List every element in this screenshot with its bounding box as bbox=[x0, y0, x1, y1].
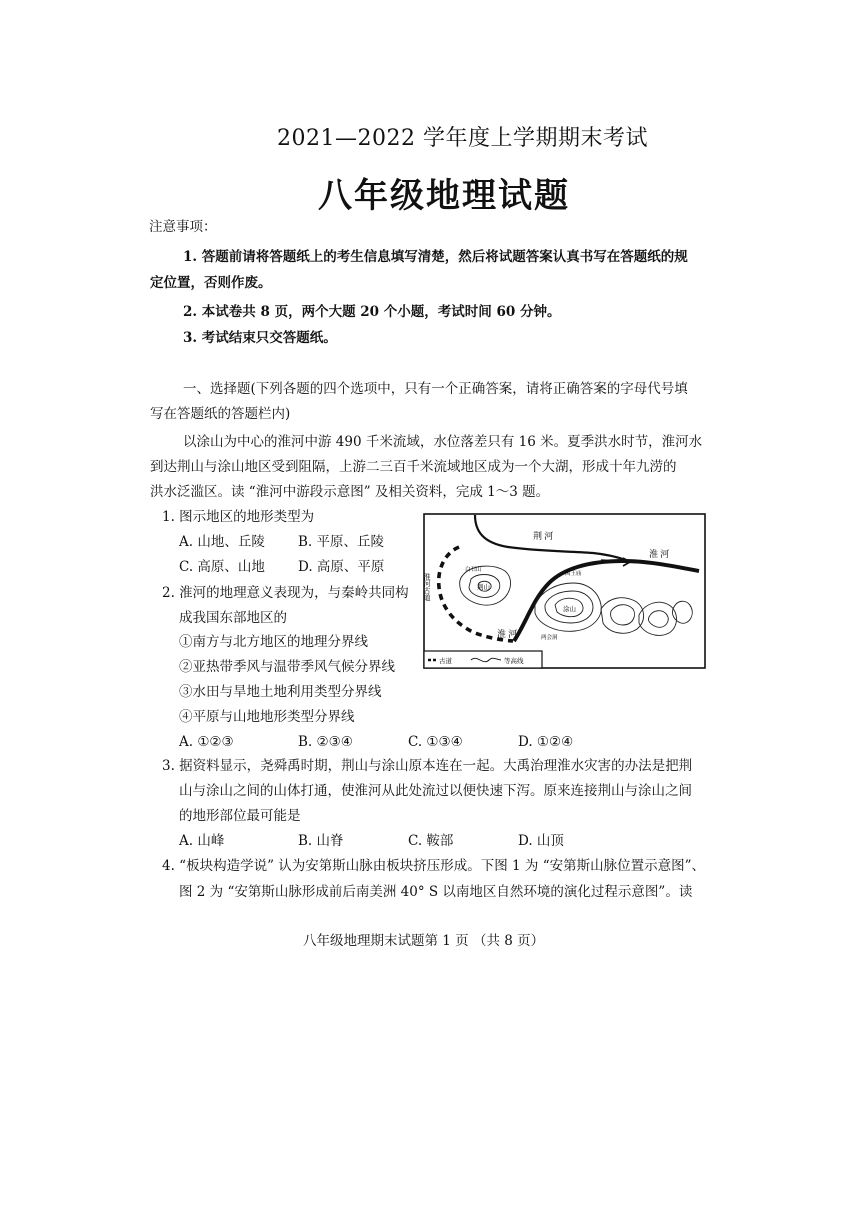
q2-option-d: D. ①②④ bbox=[518, 734, 574, 750]
section-1-heading-line-2: 写在答题纸的答题栏内) bbox=[150, 406, 291, 422]
q2-statement-4: ④平原与山地地形类型分界线 bbox=[179, 709, 355, 725]
notes-heading: 注意事项： bbox=[149, 219, 217, 235]
q3-option-a: A. 山峰 bbox=[179, 833, 225, 849]
section-1-heading-line-1: 一、选择题(下列各题的四个选项中，只有一个正确答案，请将正确答案的字母代号填 bbox=[183, 381, 688, 397]
q4-line-2: 图 2 为 “安第斯山脉形成前后南美洲 40° S 以南地区自然环境的演化过程示意图”。读 bbox=[179, 884, 693, 900]
q3-option-d: D. 山顶 bbox=[518, 833, 564, 849]
passage-line-1: 以涂山为中心的淮河中游 490 千米流域，水位落差只有 16 米。夏季洪水时节，淮河水 bbox=[183, 434, 703, 450]
map-label-huaihe-east: 淮 河 bbox=[649, 549, 670, 559]
map-label-jingshan: 荆山 bbox=[477, 584, 490, 591]
map-label-old-channel: 淮河古道 bbox=[423, 573, 431, 601]
q2-statement-3: ③水田与旱地土地利用类型分界线 bbox=[179, 684, 382, 700]
q2-statement-2: ②亚热带季风与温带季风气候分界线 bbox=[179, 659, 395, 675]
q1-option-c: C. 高原、山地 bbox=[179, 559, 265, 575]
page-footer: 八年级地理期末试题第 1 页 （共 8 页） bbox=[303, 933, 545, 949]
q3-option-b: B. 山脊 bbox=[298, 833, 344, 849]
exam-title: 八年级地理试题 bbox=[318, 176, 570, 216]
q2-option-c: C. ①③④ bbox=[408, 734, 463, 750]
note-3: 3. 考试结束只交答题纸。 bbox=[183, 330, 337, 346]
q1-stem: 1. 图示地区的地形类型为 bbox=[162, 509, 315, 525]
map-label-baishi: 白石山 bbox=[465, 567, 482, 573]
q3-option-c: C. 鞍部 bbox=[408, 833, 454, 849]
q2-statement-1: ①南方与北方地区的地理分界线 bbox=[179, 634, 368, 650]
q1-option-d: D. 高原、平原 bbox=[298, 559, 385, 575]
exam-term-heading: 2021—2022 学年度上学期期末考试 bbox=[277, 126, 648, 151]
q3-line-1: 3. 据资料显示，尧舜禹时期，荆山与涂山原本连在一起。大禹治理淮水灾害的办法是把荆 bbox=[162, 758, 693, 774]
q2-stem-line-2: 成我国东部地区的 bbox=[179, 610, 287, 626]
q3-line-2: 山与涂山之间的山体打通，使淮河从此处流过以便快速下泻。原来连接荆山与涂山之间 bbox=[179, 783, 692, 799]
legend-old-channel-label: 古道 bbox=[439, 658, 452, 665]
map-label-lianghui: 两会洞 bbox=[541, 635, 558, 641]
q2-stem-line-1: 2. 淮河的地理意义表现为，与秦岭共同构 bbox=[162, 585, 409, 601]
huaihe-midstream-map bbox=[423, 513, 706, 669]
note-1-line-2: 定位置，否则作废。 bbox=[150, 275, 272, 291]
q2-option-a: A. ①②③ bbox=[179, 734, 234, 750]
map-label-tushan: 涂山 bbox=[563, 606, 576, 613]
map-label-yuwang: 禹王庙 bbox=[565, 571, 582, 577]
q1-option-a: A. 山地、丘陵 bbox=[179, 534, 265, 550]
passage-line-2: 到达荆山与涂山地区受到阻隔，上游二三百千米流域地区成为一个大湖，形成十年九涝的 bbox=[150, 459, 677, 475]
map-label-huaihe-mid: 淮 河 bbox=[497, 629, 518, 639]
note-2: 2. 本试卷共 8 页，两个大题 20 个小题，考试时间 60 分钟。 bbox=[183, 304, 561, 320]
map-label-jinghe: 荆 河 bbox=[533, 531, 554, 541]
q4-line-1: 4. “板块构造学说” 认为安第斯山脉由板块挤压形成。下图 1 为 “安第斯山脉位置示意图”、 bbox=[162, 858, 706, 874]
q3-line-3: 的地形部位最可能是 bbox=[179, 808, 301, 824]
legend-contour-label: 等高线 bbox=[504, 658, 524, 665]
passage-line-3: 洪水泛滥区。读 “淮河中游段示意图” 及相关资料，完成 1～3 题。 bbox=[150, 484, 550, 500]
note-1-line-1: 1. 答题前请将答题纸上的考生信息填写清楚，然后将试题答案认真书写在答题纸的规 bbox=[183, 249, 688, 265]
q1-option-b: B. 平原、丘陵 bbox=[298, 534, 385, 550]
q2-option-b: B. ②③④ bbox=[298, 734, 353, 750]
